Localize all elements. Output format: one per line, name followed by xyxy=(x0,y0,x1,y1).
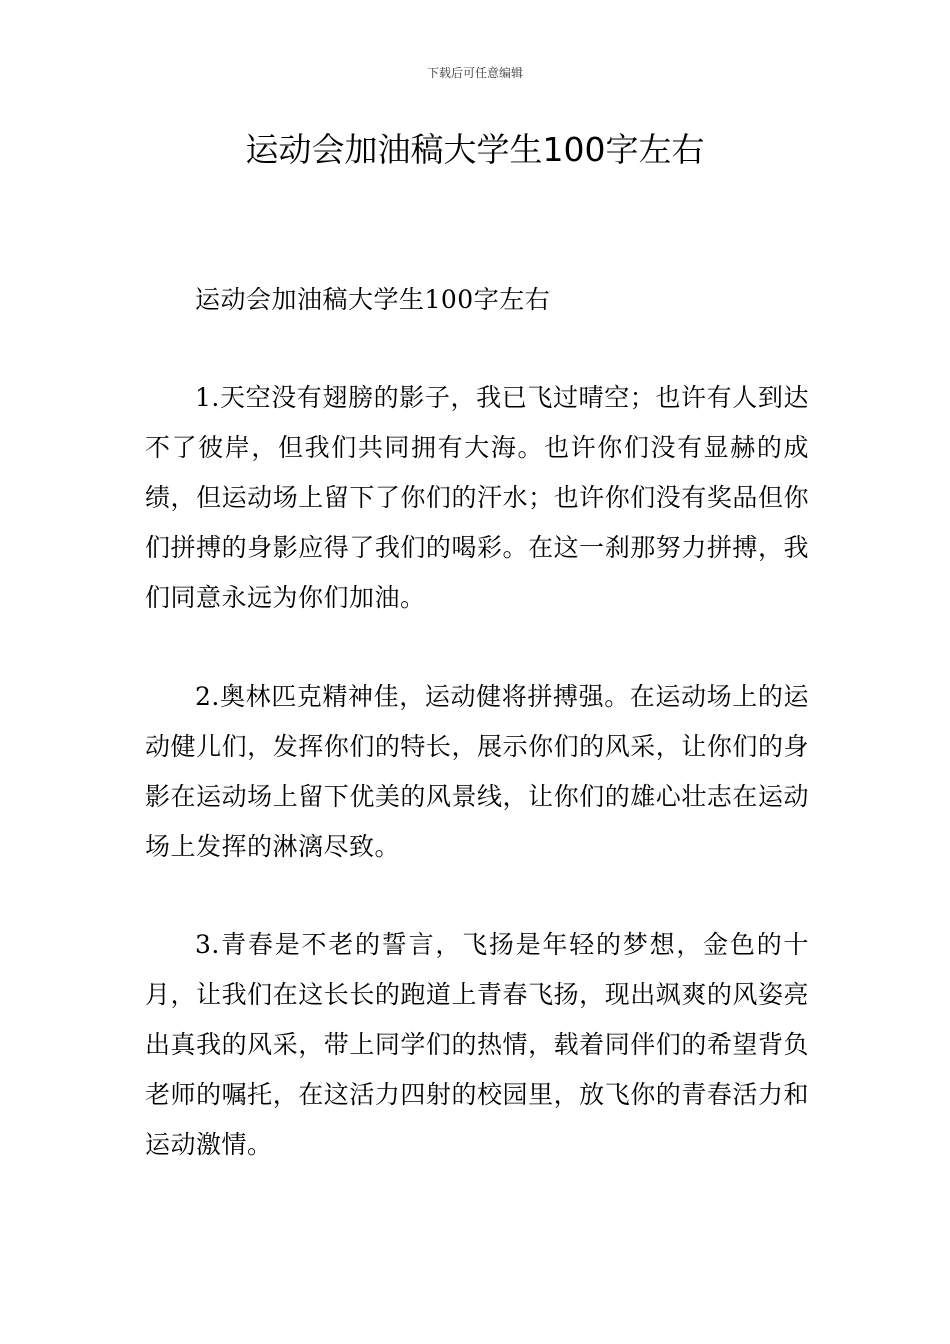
header-note: 下载后可任意编辑 xyxy=(426,66,523,80)
paragraph-1: 1.天空没有翅膀的影子，我已飞过晴空；也许有人到达不了彼岸，但我们共同拥有大海。也许你们没有显赫的成绩，但运动场上留下了你们的汗水；也许你们没有奖品但你们拼搏的身影应得了我们的喝彩。在这一刹那努力拼搏，我们同意永远为你们加油。 xyxy=(145,383,809,612)
document-title: 运动会加油稿大学生100字左右 xyxy=(245,130,705,169)
document-subtitle: 运动会加油稿大学生100字左右 xyxy=(195,285,551,314)
paragraph-3: 3.青春是不老的誓言，飞扬是年轻的梦想，金色的十月，让我们在这长长的跑道上青春飞扬，现出飒爽的风姿亮出真我的风采，带上同学们的热情，载着同伴们的希望背负老师的嘱托，在这活力四射的校园里，放飞你的青春活力和运动激情。 xyxy=(145,930,809,1159)
paragraph-2: 2.奥林匹克精神佳，运动健将拼搏强。在运动场上的运动健儿们，发挥你们的特长，展示你们的风采，让你们的身影在运动场上留下优美的风景线，让你们的雄心壮志在运动场上发挥的淋漓尽致。 xyxy=(145,682,809,861)
